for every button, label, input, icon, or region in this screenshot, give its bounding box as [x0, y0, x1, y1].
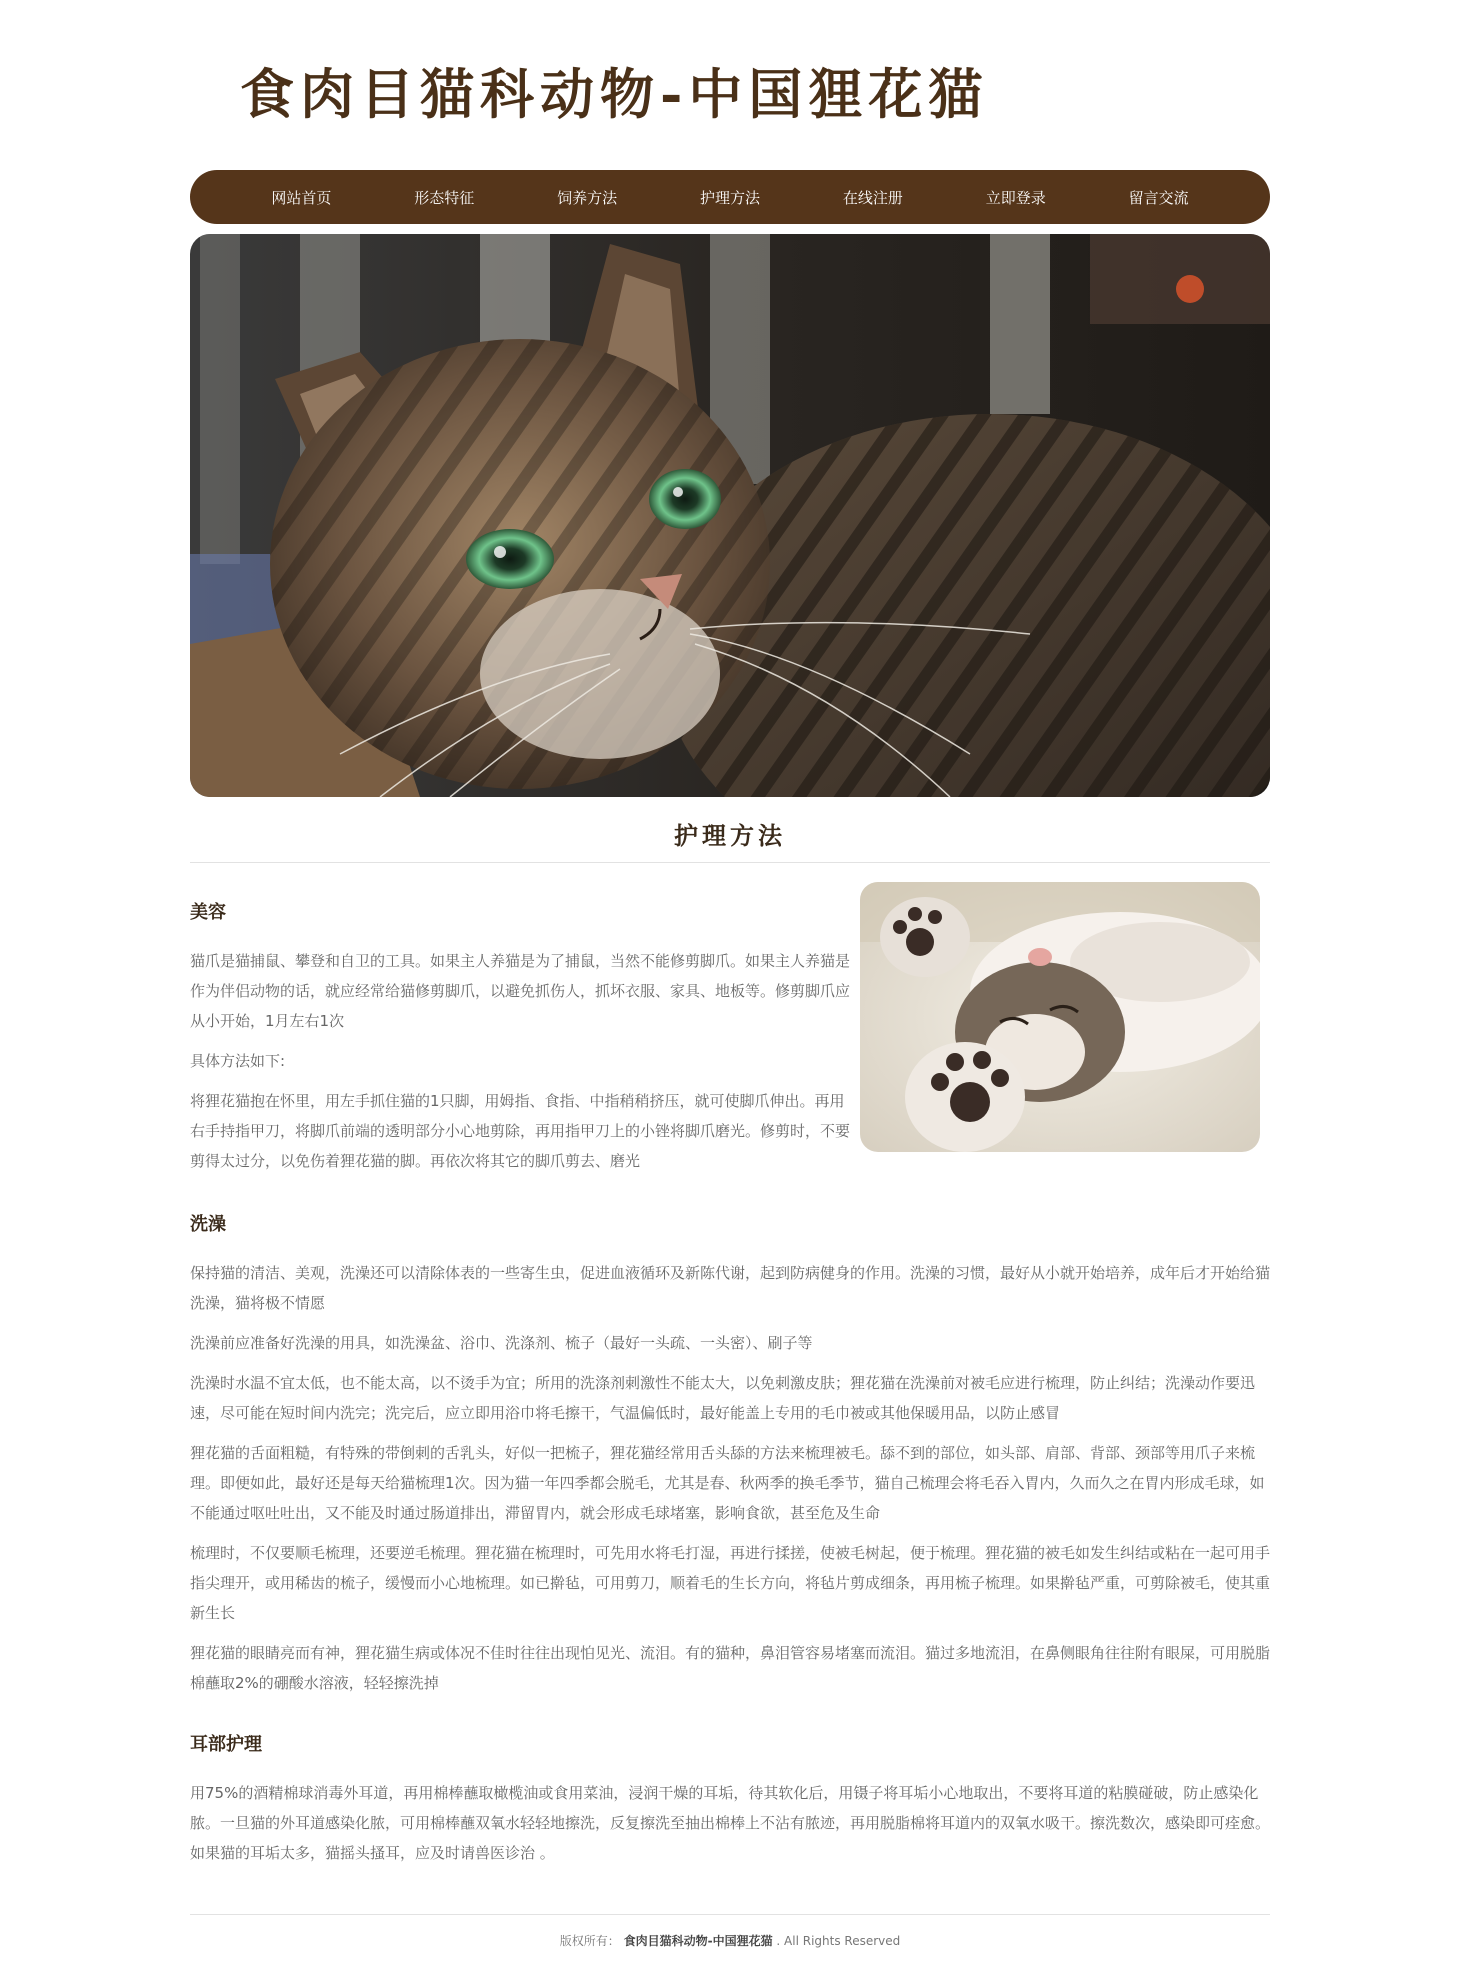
- site-title: 食肉目猫科动物-中国狸花猫: [240, 62, 989, 126]
- nav-login[interactable]: 立即登录: [985, 188, 1046, 207]
- footer-site-name: 食肉目猫科动物-中国狸花猫: [623, 1934, 773, 1948]
- nav-home[interactable]: 网站首页: [271, 188, 332, 207]
- section-grooming: [190, 898, 850, 1186]
- heading-divider: [190, 862, 1270, 863]
- nav-guestbook[interactable]: 留言交流: [1128, 188, 1189, 207]
- paragraph: 狸花猫的眼睛亮而有神，狸花猫生病或体况不佳时往往出现怕见光、流泪。有的猫种，鼻泪管容易堵塞而流泪。猫过多地流泪，在鼻侧眼角往往附有眼屎，可用脱脂棉蘸取2%的硼酸水溶液，轻轻擦洗掉: [190, 1644, 1271, 1692]
- tabby-cat-illustration: [190, 234, 1270, 797]
- paragraph: 具体方法如下:: [190, 1052, 286, 1070]
- nav-care[interactable]: 护理方法: [700, 188, 761, 207]
- section-title-grooming: 美容: [190, 902, 226, 923]
- section-bathing: [190, 1210, 1270, 1708]
- paragraph: 保持猫的清洁、美观，洗澡还可以清除体表的一些寄生虫，促进血液循环及新陈代谢，起到防病健身的作用。洗澡的习惯，最好从小就开始培养，成年后才开始给猫洗澡，猫将极不情愿: [190, 1264, 1271, 1312]
- paragraph: 猫爪是猫捕鼠、攀登和自卫的工具。如果主人养猫是为了捕鼠，当然不能修剪脚爪。如果主人养猫是作为伴侣动物的话，就应经常给猫修剪脚爪，以避免抓伤人，抓坏衣服、家具、地板等。修剪脚爪应从小开始，1月左右1次: [190, 952, 851, 1030]
- page-heading: 护理方法: [674, 821, 786, 850]
- paragraph: 用75%的酒精棉球消毒外耳道，再用棉棒蘸取橄榄油或食用菜油，浸润干燥的耳垢，待其软化后，用镊子将耳垢小心地取出，不要将耳道的粘膜碰破，防止感染化脓。一旦猫的外耳道感染化脓，可用棉棒蘸双氧水轻轻地擦洗，反复擦洗至抽出棉棒上不沾有脓迹，再用脱脂棉将耳道内的双氧水吸干。擦洗数次，感染即可痊愈。如果猫的耳垢太多，猫摇头搔耳，应及时请兽医诊治 。: [190, 1784, 1271, 1862]
- main-nav: [190, 170, 1270, 224]
- paragraph: 洗澡前应准备好洗澡的用具，如洗澡盆、浴巾、洗涤剂、梳子（最好一头疏、一头密）、刷子等: [190, 1334, 813, 1352]
- nav-feeding[interactable]: 饲养方法: [557, 188, 618, 207]
- hero-banner-image: [190, 234, 1270, 797]
- footer-rights: . All Rights Reserved: [776, 1934, 901, 1948]
- section-ear-care: [190, 1730, 1270, 1878]
- kitten-image: [860, 882, 1260, 1152]
- section-title-bathing: 洗澡: [190, 1214, 226, 1235]
- paragraph: 狸花猫的舌面粗糙，有特殊的带倒刺的舌乳头，好似一把梳子，狸花猫经常用舌头舔的方法来梳理被毛。舔不到的部位，如头部、肩部、背部、颈部等用爪子来梳理。即便如此，最好还是每天给猫梳理1次。因为猫一年四季都会脱毛，尤其是春、秋两季的换毛季节，猫自己梳理会将毛吞入胃内，久而久之在胃内形成毛球，如不能通过呕吐吐出，又不能及时通过肠道排出，滞留胃内，就会形成毛球堵塞，影响食欲，甚至危及生命: [190, 1444, 1265, 1522]
- section-title-ear-care: 耳部护理: [190, 1734, 262, 1755]
- footer-divider: [190, 1914, 1270, 1915]
- nav-register[interactable]: 在线注册: [842, 188, 903, 207]
- footer-prefix: 版权所有：: [559, 1934, 620, 1948]
- kitten-illustration: [860, 882, 1260, 1152]
- paragraph: 将狸花猫抱在怀里，用左手抓住猫的1只脚，用姆指、食指、中指稍稍挤压，就可使脚爪伸出。再用右手持指甲刀，将脚爪前端的透明部分小心地剪除，再用指甲刀上的小锉将脚爪磨光。修剪时，不要剪得太过分，以免伤着狸花猫的脚。再依次将其它的脚爪剪去、磨光: [190, 1092, 851, 1170]
- paragraph: 洗澡时水温不宜太低，也不能太高，以不烫手为宜；所用的洗涤剂刺激性不能太大，以免刺激皮肤；狸花猫在洗澡前对被毛应进行梳理，防止纠结；洗澡动作要迅速，尽可能在短时间内洗完；洗完后，应立即用浴巾将毛擦干，气温偏低时，最好能盖上专用的毛巾被或其他保暖用品，以防止感冒: [190, 1374, 1256, 1422]
- paragraph: 梳理时，不仅要顺毛梳理，还要逆毛梳理。狸花猫在梳理时，可先用水将毛打湿，再进行揉搓，使被毛树起，便于梳理。狸花猫的被毛如发生纠结或粘在一起可用手指尖理开，或用稀齿的梳子，缓慢而小心地梳理。如已擀毡，可用剪刀，顺着毛的生长方向，将毡片剪成细条，再用梳子梳理。如果擀毡严重，可剪除被毛，使其重新生长: [190, 1544, 1271, 1622]
- nav-features[interactable]: 形态特征: [414, 188, 475, 207]
- footer: [190, 1932, 1270, 1949]
